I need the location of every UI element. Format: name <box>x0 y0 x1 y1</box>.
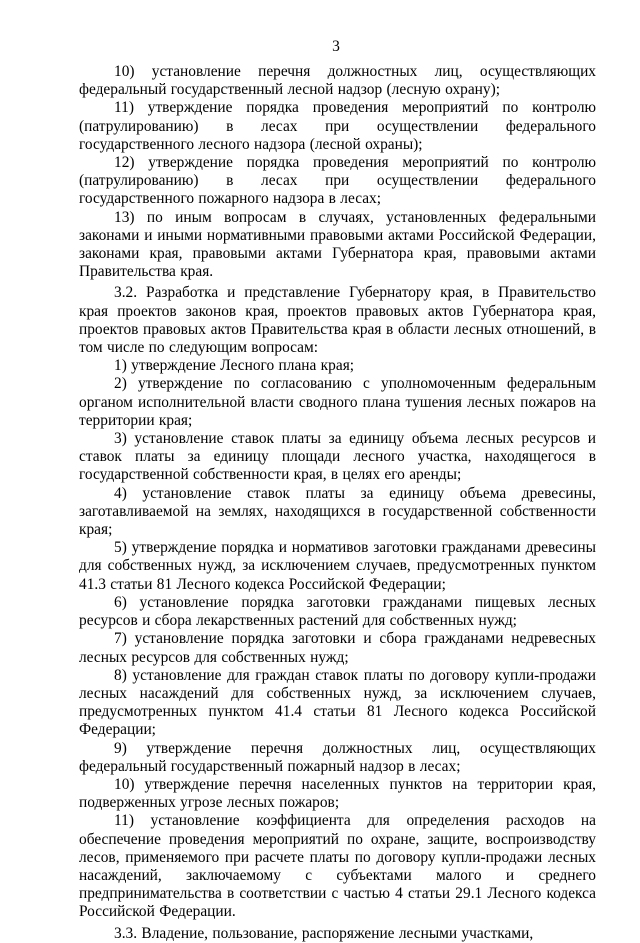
list-item-11-coefficient: 11) установление коэффициента для определения расходов на обеспечение проведения мероприятий по охране, защите, воспроизводству лесов, применяемого при расчете платы по договору купли-продажи лесных насаждений, заключаемому с субъектами малого и среднего предпринимательства в соответствии с частью 4 статьи 29.1 Лесного кодекса Российской Федерации. <box>79 812 596 921</box>
list-item-6-food-resources: 6) установление порядка заготовки гражданами пищевых лесных ресурсов и сбора лекарственных растений для собственных нужд; <box>79 593 596 630</box>
page-number: 3 <box>332 38 340 55</box>
list-item-3-payment-rates: 3) установление ставок платы за единицу объема лесных ресурсов и ставок платы за единицу площади лесного участка, находящегося в государственной собственности края, в целях его аренды; <box>79 430 596 484</box>
list-item-11-forest-patrol-procedure: 11) утверждение порядка проведения мероприятий по контролю (патрулированию) в лесах при осуществлении федерального государственного лесного надзора (лесной охраны); <box>79 99 596 153</box>
list-item-7-non-timber-resources: 7) установление порядка заготовки и сбора гражданами недревесных лесных ресурсов для собственных нужд; <box>79 630 596 666</box>
section-3-3-paragraph: 3.3. Владение, пользование, распоряжение лесными участками, <box>114 924 534 942</box>
list-item-5-timber-harvest-norms: 5) утверждение порядка и нормативов заготовки гражданами древесины для собственных нужд, за исключением случаев, предусмотренных пунктом 41.3 статьи 81 Лесного кодекса Российской Федерации; <box>79 539 596 593</box>
list-item-9-fire-supervision-officials: 9) утверждение перечня должностных лиц, осуществляющих федеральный государственный пожарный надзор в лесах; <box>79 739 596 775</box>
list-item-12-fire-patrol-procedure: 12) утверждение порядка проведения мероприятий по контролю (патрулированию) в лесах при осуществлении федерального государственного пожарного надзора в лесах; <box>79 154 596 208</box>
list-item-10-settlements-list: 10) утверждение перечня населенных пунктов на территории края, подверженных угрозе лесных пожаров; <box>79 775 596 812</box>
document-body <box>79 63 596 943</box>
list-item-8-citizen-rates: 8) установление для граждан ставок платы по договору купли-продажи лесных насаждений для собственных нужд, за исключением случаев, предусмотренных пунктом 41.4 статьи 81 Лесного кодекса Российской Федерации; <box>79 666 596 739</box>
list-item-4-timber-rates: 4) установление ставок платы за единицу объема древесины, заготавливаемой на землях, находящихся в государственной собственности края; <box>79 484 596 539</box>
section-3-2-paragraph: 3.2. Разработка и представление Губернатору края, в Правительство края проектов законов края, проектов правовых актов Губернатора края, проектов правовых актов Правительства края в области лесных отношений, в том числе по следующим вопросам: <box>79 284 596 357</box>
list-item-10-forest-supervision-officials: 10) установление перечня должностных лиц, осуществляющих федеральный государственный лесной надзор (лесную охрану); <box>79 63 596 99</box>
list-item-2-fire-plan: 2) утверждение по согласованию с уполномоченным федеральным органом исполнительной власти сводного плана тушения лесных пожаров на территории края; <box>79 375 596 429</box>
list-item-13-other-matters: 13) по иным вопросам в случаях, установленных федеральными законами и иными нормативными правовыми актами Российской Федерации, законами края, правовыми актами Губернатора края, правовыми актами Правительства края. <box>79 208 596 281</box>
list-item-1-forest-plan: 1) утверждение Лесного плана края; <box>114 357 355 375</box>
